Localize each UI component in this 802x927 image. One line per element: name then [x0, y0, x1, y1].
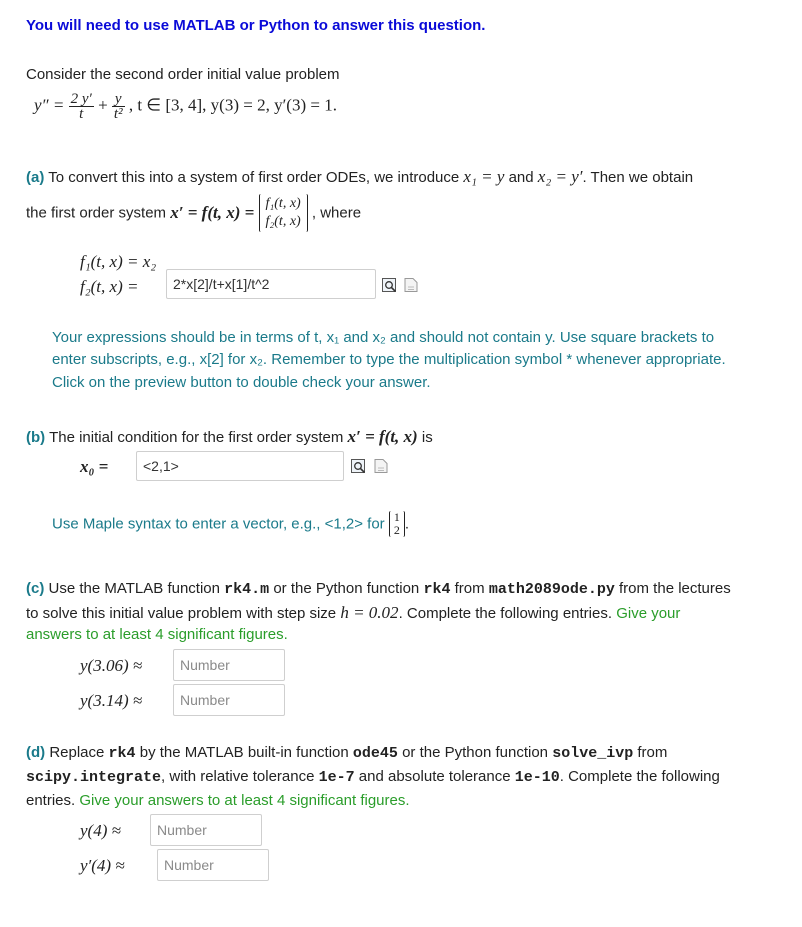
intro-text: Consider the second order initial value problem	[26, 66, 340, 83]
y306-label: y(3.06) ≈	[80, 656, 143, 675]
part-a-label: (a)	[26, 169, 45, 186]
part-c-label: (c)	[26, 580, 45, 597]
y4-label: y(4) ≈	[80, 821, 121, 840]
x0-input[interactable]	[136, 451, 344, 481]
ode-plus: +	[98, 95, 108, 115]
part-d-line2: scipy.integrate, with relative tolerance 1e-7 and absolute tolerance 1e-10. Complete the following	[26, 768, 720, 786]
part-d-line3: entries. Give your answers to at least 4 significant figures.	[26, 792, 410, 809]
part-a-note2: enter subscripts, e.g., x[2] for x₂. Remember to type the multiplication symbol * whenever appropriate.	[52, 351, 726, 368]
part-d-label: (d)	[26, 744, 46, 761]
ode-equation	[34, 92, 337, 121]
submit-icon[interactable]	[402, 276, 420, 294]
f2-input[interactable]	[166, 269, 376, 299]
part-b-label: (b)	[26, 429, 46, 446]
part-c-line2: to solve this initial value problem with step size h = 0.02. Complete the following entries. Give your	[26, 603, 681, 622]
question-header: You will need to use MATLAB or Python to answer this question.	[26, 17, 486, 34]
part-c-line3: answers to at least 4 significant figures.	[26, 626, 288, 643]
ode-domain: , t ∈ [3, 4], y(3) = 2, y′(3) = 1.	[128, 95, 337, 115]
f-vector: f₁(t, x) f₂(t, x)	[259, 194, 308, 232]
y4-input[interactable]	[150, 814, 262, 846]
f2-label: f₂(t, x) =	[80, 277, 139, 296]
part-b-note: Use Maple syntax to enter a vector, e.g., <1,2> for 1 2 .	[52, 510, 410, 537]
part-d-line1: (d) Replace rk4 by the MATLAB built-in function ode45 or the Python function solve_ivp from	[26, 744, 668, 762]
ode-lhs: y″ =	[34, 95, 65, 115]
preview-icon[interactable]	[381, 276, 399, 294]
y314-label: y(3.14) ≈	[80, 691, 143, 710]
system-eq: x′ = f(t, x) =	[170, 203, 255, 222]
part-a-line2: the first order system x′ = f(t, x) = f₁(t, x) f₂(t, x) , where	[26, 194, 361, 232]
ode-frac1: $\frac{2 y'}{t}$	[70, 91, 92, 122]
part-b-line: (b) The initial condition for the first order system x′ = f(t, x) is	[26, 427, 433, 446]
y314-input[interactable]	[173, 684, 285, 716]
part-c-line1: (c) Use the MATLAB function rk4.m or the Python function rk4 from math2089ode.py from the lectures	[26, 580, 731, 598]
x0-label: x₀ =	[80, 457, 109, 476]
preview-icon[interactable]	[350, 457, 368, 475]
ode-frac2: $\frac{y}{\text{t²}}$	[113, 91, 123, 122]
yprime4-input[interactable]	[157, 849, 269, 881]
part-a-line1: (a) To convert this into a system of first order ODEs, we introduce x₁ = y and x₂ = y′. Then we obtain	[26, 167, 694, 186]
example-vector: 1 2	[389, 511, 405, 537]
y306-input[interactable]	[173, 649, 285, 681]
yprime4-label: y′(4) ≈	[80, 856, 125, 875]
part-a-note3: Click on the preview button to double check your answer.	[52, 374, 431, 391]
part-a-note1: Your expressions should be in terms of t, x₁ and x₂ and should not contain y. Use square brackets to	[52, 329, 715, 346]
submit-icon[interactable]	[372, 457, 390, 475]
f1-definition: f₁(t, x) = x₂	[80, 252, 157, 271]
